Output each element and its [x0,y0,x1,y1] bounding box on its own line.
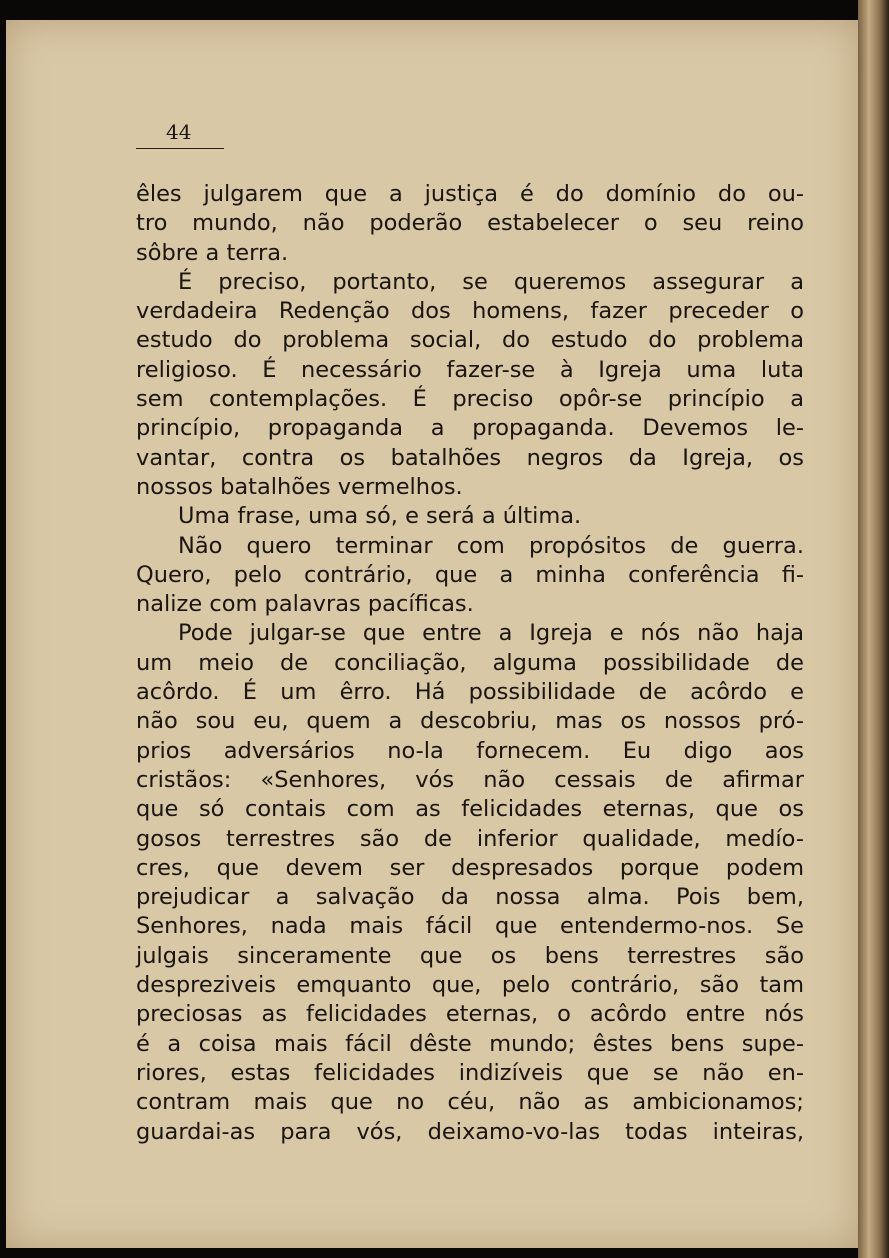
page-number: 44 [166,120,192,144]
text-line: Senhores, nada mais fácil que entendermo-nos. Se [136,913,804,940]
text-line: Não quero terminar com propósitos de guerra. [178,532,804,559]
text-line: É preciso, portanto, se queremos assegurar a [178,268,804,295]
text-line: é a coisa mais fácil dêste mundo; êstes bens supe- [136,1030,804,1057]
text-line: despreziveis emquanto que, pelo contrário, são tam [136,972,804,999]
text-line: verdadeira Redenção dos homens, fazer preceder o [136,298,804,325]
text-line: preciosas as felicidades eternas, o acôrdo entre nós [136,1001,804,1028]
text-line: estudo do problema social, do estudo do problema [136,327,804,354]
text-line: Quero, pelo contrário, que a minha conferência fi- [136,561,804,588]
text-line: religioso. É necessário fazer-se à Igreja uma luta [136,356,804,383]
body-text [136,180,804,1147]
page-edge [858,0,889,1258]
text-line: sôbre a terra. [136,239,289,266]
text-line: cristãos: «Senhores, vós não cessais de afirmar [136,766,804,793]
text-line: nossos batalhões vermelhos. [136,473,463,500]
text-line: contram mais que no céu, não as ambicionamos; [136,1089,804,1116]
text-line: tro mundo, não poderão estabelecer o seu reino [136,210,804,237]
page-number-rule [136,148,224,149]
text-line: Pode julgar-se que entre a Igreja e nós não haja [178,620,804,647]
text-line: não sou eu, quem a descobriu, mas os nossos pró- [136,708,804,735]
text-line: julgais sinceramente que os bens terrestres são [136,942,804,969]
text-line: um meio de conciliação, alguma possibilidade de [136,649,804,676]
text-line: prios adversários no-la fornecem. Eu digo aos [136,737,804,764]
text-line: riores, estas felicidades indizíveis que se não en- [136,1059,804,1086]
text-line: gosos terrestres são de inferior qualidade, medío- [136,825,804,852]
text-line: que só contais com as felicidades eternas, que os [136,796,804,823]
page-sheet [6,20,858,1248]
text-line: nalize com palavras pacíficas. [136,591,474,618]
text-line: prejudicar a salvação da nossa alma. Pois bem, [136,884,804,911]
text-line: êles julgarem que a justiça é do domínio do ou- [136,181,804,207]
text-line: sem contemplações. É preciso opôr-se princípio a [136,386,804,413]
text-line: cres, que devem ser despresados porque podem [136,854,804,881]
text-line: guardai-as para vós, deixamo-vo-las todas inteiras, [136,1118,804,1145]
text-line: vantar, contra os batalhões negros da Igreja, os [136,444,804,471]
text-line: acôrdo. É um êrro. Há possibilidade de acôrdo e [136,679,804,706]
text-line: princípio, propaganda a propaganda. Devemos le- [136,415,804,442]
text-line: Uma frase, uma só, e será a última. [178,503,582,530]
